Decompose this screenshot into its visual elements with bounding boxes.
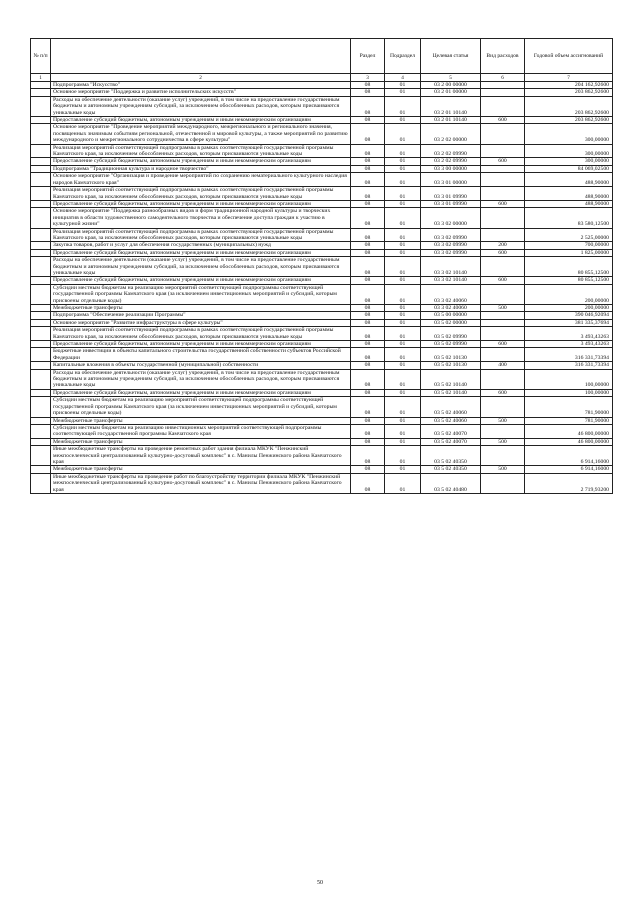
row-number [31, 466, 51, 473]
row-name: Основное мероприятие "Поддержка разнообразных видов и форм традиционной народной культуры и творческих инициатив в области художественного самодеятельного творчества и обеспечение доступа граждан к участию в культурной жизни" [51, 208, 351, 228]
row-name: Субсидии местным бюджетам на реализацию мероприятий соответствующей подпрограммы соответствующей государственной программы Камчатского края (за исключением инвестиционных мероприятий и субсидий, которым присвоены отдельные коды) [51, 284, 351, 304]
table-row [31, 277, 613, 284]
table-body [31, 82, 613, 494]
row-name: Расходы на обеспечение деятельности (оказание услуг) учреждений, в том числе на предоставление государственным бюджетным и автономным учреждениям субсидий, за исключением обособленных расходов, которым присваиваются уникальные коды [51, 96, 351, 116]
table-row [31, 208, 613, 228]
row-amount: 46 800,00000 [525, 438, 613, 445]
row-target-article: 03 2 01 00000 [421, 89, 481, 96]
row-podrazdel: 01 [385, 277, 421, 284]
table-row [31, 397, 613, 417]
row-amount: 6 914,16000 [525, 446, 613, 466]
row-name: Бюджетные инвестиции в объекты капитального строительства государственной собственности субъектов Российской Федерации [51, 348, 351, 362]
table-row [31, 319, 613, 326]
row-name: Расходы на обеспечение деятельности (оказание услуг) учреждений, в том числе на предоставление государственным бюджетным и автономным учреждениям субсидий, за исключением обособленных расходов, которым присваиваются уникальные коды [51, 369, 351, 389]
column-index: 4 [385, 74, 421, 82]
row-podrazdel: 01 [385, 438, 421, 445]
row-expense-type: 600 [481, 341, 525, 348]
row-number [31, 417, 51, 424]
row-podrazdel: 01 [385, 327, 421, 341]
table-row [31, 124, 613, 144]
row-amount: 203 862,92600 [525, 117, 613, 124]
row-number [31, 341, 51, 348]
row-expense-type: 500 [481, 466, 525, 473]
row-expense-type [481, 96, 525, 116]
row-target-article: 03 2 01 10140 [421, 96, 481, 116]
row-target-article: 03 3 02 09990 [421, 242, 481, 249]
row-target-article: 03 3 01 09990 [421, 187, 481, 201]
row-expense-type [481, 257, 525, 277]
budget-table-page [30, 38, 612, 494]
row-amount: 80 855,12500 [525, 257, 613, 277]
row-target-article: 03 5 02 10140 [421, 389, 481, 396]
row-number [31, 173, 51, 187]
row-podrazdel: 01 [385, 417, 421, 424]
row-amount: 316 331,73394 [525, 348, 613, 362]
row-podrazdel: 01 [385, 319, 421, 326]
row-number [31, 200, 51, 207]
row-number [31, 249, 51, 256]
row-amount: 381 335,37694 [525, 319, 613, 326]
row-number [31, 389, 51, 396]
row-podrazdel: 01 [385, 389, 421, 396]
row-number [31, 277, 51, 284]
row-number [31, 82, 51, 89]
row-amount: 781,90000 [525, 417, 613, 424]
row-target-article: 03 5 02 10130 [421, 362, 481, 369]
row-name: Предоставление субсидий бюджетным, автономным учреждениям и иным некоммерческим организациям [51, 200, 351, 207]
row-amount: 488,90000 [525, 187, 613, 201]
row-target-article: 03 5 02 09990 [421, 341, 481, 348]
row-name: Иные межбюджетные трансферты на проведение ремонтных работ здания филиала МКУК "Пенжинский межпоселенческий централизованный культурно-досуговый комплекс" в с. Манилы Пенжинского района Камчатского края [51, 446, 351, 466]
row-razdel: 08 [351, 438, 385, 445]
row-razdel: 08 [351, 89, 385, 96]
row-expense-type [481, 369, 525, 389]
row-target-article: 03 3 02 10140 [421, 277, 481, 284]
header-num: № п/п [31, 39, 51, 74]
row-number [31, 348, 51, 362]
column-index: 5 [421, 74, 481, 82]
row-number [31, 158, 51, 165]
row-razdel: 08 [351, 249, 385, 256]
row-number [31, 96, 51, 116]
column-index: 2 [51, 74, 351, 82]
table-row [31, 362, 613, 369]
row-name: Межбюджетные трансферты [51, 417, 351, 424]
row-name: Основное мероприятие "Организация и проведение мероприятий по сохранению нематериального культурного наследия народов Камчатского края" [51, 173, 351, 187]
row-target-article: 03 5 02 40070 [421, 438, 481, 445]
row-name: Основное мероприятие "Поддержка и развитие исполнительских искусств" [51, 89, 351, 96]
row-podrazdel: 01 [385, 124, 421, 144]
row-name: Подпрограмма "Обеспечение реализации Программы" [51, 312, 351, 319]
row-name: Предоставление субсидий бюджетным, автономным учреждениям и иным некоммерческим организациям [51, 249, 351, 256]
row-expense-type: 600 [481, 117, 525, 124]
row-podrazdel: 01 [385, 165, 421, 172]
row-amount: 1 825,00000 [525, 249, 613, 256]
row-expense-type [481, 348, 525, 362]
row-number [31, 473, 51, 493]
row-amount: 200,00000 [525, 284, 613, 304]
row-name: Предоставление субсидий бюджетным, автономным учреждениям и иным некоммерческим организациям [51, 341, 351, 348]
row-target-article: 03 3 02 00000 [421, 208, 481, 228]
row-expense-type [481, 165, 525, 172]
row-podrazdel: 01 [385, 89, 421, 96]
row-name: Расходы на обеспечение деятельности (оказание услуг) учреждений, в том числе на предоставление государственным бюджетным и автономным учреждениям субсидий, за исключением обособленных расходов, которым присваиваются уникальные коды [51, 257, 351, 277]
row-razdel: 08 [351, 362, 385, 369]
row-number [31, 117, 51, 124]
row-number [31, 89, 51, 96]
row-expense-type [481, 124, 525, 144]
row-razdel: 08 [351, 96, 385, 116]
row-amount: 316 331,73394 [525, 362, 613, 369]
row-number [31, 165, 51, 172]
row-razdel: 08 [351, 312, 385, 319]
row-podrazdel: 01 [385, 173, 421, 187]
row-name: Основное мероприятие "Развитие инфраструктуры в сфере культуры" [51, 319, 351, 326]
row-razdel: 08 [351, 417, 385, 424]
row-amount: 390 046,92094 [525, 312, 613, 319]
row-expense-type: 500 [481, 438, 525, 445]
row-razdel: 08 [351, 144, 385, 158]
row-name: Предоставление субсидий бюджетным, автономным учреждениям и иным некоммерческим организациям [51, 158, 351, 165]
column-index: 3 [351, 74, 385, 82]
table-row [31, 117, 613, 124]
row-expense-type [481, 473, 525, 493]
table-row [31, 466, 613, 473]
row-target-article: 03 5 02 09990 [421, 327, 481, 341]
row-name: Субсидии местным бюджетам на реализацию инвестиционных мероприятий соответствующей подпрограммы соответствующей государственной программы Камчатского края [51, 424, 351, 438]
row-expense-type [481, 312, 525, 319]
row-number [31, 144, 51, 158]
row-amount: 83 580,12500 [525, 208, 613, 228]
table-row [31, 284, 613, 304]
table-row [31, 173, 613, 187]
row-razdel: 08 [351, 466, 385, 473]
row-podrazdel: 01 [385, 117, 421, 124]
header-podrazdel: Подраздел [385, 39, 421, 74]
row-expense-type: 200 [481, 242, 525, 249]
row-name: Субсидии местным бюджетам на реализацию мероприятий соответствующей подпрограммы соответствующей государственной программы Камчатского края (за исключением инвестиционных мероприятий и субсидий, которым присвоены отдельные коды) [51, 397, 351, 417]
column-index: 6 [481, 74, 525, 82]
row-podrazdel: 01 [385, 82, 421, 89]
table-row [31, 424, 613, 438]
row-target-article: 03 3 01 09990 [421, 200, 481, 207]
row-expense-type [481, 89, 525, 96]
row-number [31, 257, 51, 277]
row-razdel: 08 [351, 208, 385, 228]
table-row [31, 348, 613, 362]
row-number [31, 319, 51, 326]
row-name: Капитальные вложения в объекты государственной (муниципальной) собственности [51, 362, 351, 369]
row-amount: 80 855,12500 [525, 277, 613, 284]
row-number [31, 124, 51, 144]
row-amount: 300,00000 [525, 158, 613, 165]
row-razdel: 08 [351, 228, 385, 242]
row-podrazdel: 01 [385, 466, 421, 473]
row-podrazdel: 01 [385, 369, 421, 389]
row-razdel: 08 [351, 165, 385, 172]
header-target-article: Целевая статья [421, 39, 481, 74]
row-target-article: 03 3 02 10140 [421, 257, 481, 277]
row-target-article: 03 3 02 09990 [421, 228, 481, 242]
table-row [31, 242, 613, 249]
row-target-article: 03 3 01 00000 [421, 173, 481, 187]
row-target-article: 03 5 02 40060 [421, 417, 481, 424]
table-row [31, 369, 613, 389]
row-expense-type [481, 82, 525, 89]
row-razdel: 08 [351, 424, 385, 438]
row-amount: 200,00000 [525, 305, 613, 312]
row-podrazdel: 01 [385, 96, 421, 116]
row-amount: 700,00000 [525, 242, 613, 249]
table-header-row [31, 39, 613, 74]
row-razdel: 08 [351, 277, 385, 284]
row-expense-type: 500 [481, 305, 525, 312]
row-amount: 300,00000 [525, 144, 613, 158]
row-target-article: 03 5 02 40350 [421, 466, 481, 473]
row-razdel: 08 [351, 158, 385, 165]
row-razdel: 08 [351, 200, 385, 207]
column-index: 1 [31, 74, 51, 82]
row-number [31, 208, 51, 228]
table-row [31, 96, 613, 116]
row-name: Межбюджетные трансферты [51, 466, 351, 473]
table-row [31, 417, 613, 424]
row-amount: 3 493,43263 [525, 341, 613, 348]
row-name: Реализация мероприятий соответствующей подпрограммы в рамках соответствующей государственной программы Камчатского края, за исключением обособленных расходов, которым присваиваются уникальные коды [51, 187, 351, 201]
row-podrazdel: 01 [385, 424, 421, 438]
row-target-article: 03 5 02 40350 [421, 446, 481, 466]
table-row [31, 305, 613, 312]
row-podrazdel: 01 [385, 348, 421, 362]
row-razdel: 08 [351, 319, 385, 326]
row-target-article: 03 5 02 10130 [421, 348, 481, 362]
column-index-row [31, 74, 613, 82]
row-number [31, 438, 51, 445]
row-name: Подпрограмма "Искусство" [51, 82, 351, 89]
row-number [31, 369, 51, 389]
table-row [31, 82, 613, 89]
row-razdel: 08 [351, 117, 385, 124]
row-razdel: 08 [351, 82, 385, 89]
row-razdel: 08 [351, 389, 385, 396]
row-expense-type: 400 [481, 362, 525, 369]
table-row [31, 473, 613, 493]
row-podrazdel: 01 [385, 362, 421, 369]
row-razdel: 08 [351, 341, 385, 348]
row-target-article: 03 3 02 40060 [421, 305, 481, 312]
row-target-article: 03 2 01 10140 [421, 117, 481, 124]
row-podrazdel: 01 [385, 257, 421, 277]
row-amount: 781,90000 [525, 397, 613, 417]
row-amount: 100,00000 [525, 369, 613, 389]
table-row [31, 165, 613, 172]
header-razdel: Раздел [351, 39, 385, 74]
row-razdel: 08 [351, 257, 385, 277]
row-target-article: 03 3 00 00000 [421, 165, 481, 172]
row-podrazdel: 01 [385, 158, 421, 165]
table-row [31, 144, 613, 158]
row-podrazdel: 01 [385, 397, 421, 417]
row-amount: 204 162,92600 [525, 82, 613, 89]
row-expense-type: 600 [481, 158, 525, 165]
row-expense-type: 600 [481, 200, 525, 207]
row-target-article: 03 5 02 40060 [421, 397, 481, 417]
row-expense-type [481, 208, 525, 228]
row-name: Предоставление субсидий бюджетным, автономным учреждениям и иным некоммерческим организациям [51, 389, 351, 396]
row-podrazdel: 01 [385, 305, 421, 312]
header-annual-amount: Годовой объем ассигнований [525, 39, 613, 74]
row-expense-type [481, 144, 525, 158]
row-expense-type [481, 397, 525, 417]
row-expense-type [481, 446, 525, 466]
row-amount: 3 493,43263 [525, 327, 613, 341]
table-row [31, 249, 613, 256]
row-razdel: 08 [351, 327, 385, 341]
row-amount: 488,90000 [525, 173, 613, 187]
row-amount: 84 069,02500 [525, 165, 613, 172]
row-podrazdel: 01 [385, 249, 421, 256]
row-target-article: 03 3 02 40060 [421, 284, 481, 304]
row-number [31, 228, 51, 242]
table-row [31, 341, 613, 348]
row-number [31, 242, 51, 249]
row-target-article: 03 2 02 09990 [421, 144, 481, 158]
table-row [31, 89, 613, 96]
row-target-article: 03 5 02 40480 [421, 473, 481, 493]
row-razdel: 08 [351, 242, 385, 249]
row-expense-type [481, 424, 525, 438]
row-number [31, 312, 51, 319]
column-index: 7 [525, 74, 613, 82]
table-row [31, 389, 613, 396]
row-name: Реализация мероприятий соответствующей подпрограммы в рамках соответствующей государственной программы Камчатского края, за исключением обособленных расходов, которым присваиваются уникальные коды [51, 327, 351, 341]
row-target-article: 03 3 02 09990 [421, 249, 481, 256]
table-row [31, 158, 613, 165]
row-target-article: 03 5 02 10140 [421, 369, 481, 389]
row-name: Закупка товаров, работ и услуг для обеспечения государственных (муниципальных) нужд [51, 242, 351, 249]
row-amount: 2 719,93200 [525, 473, 613, 493]
header-expense-type: Вид расходов [481, 39, 525, 74]
table-row [31, 312, 613, 319]
row-podrazdel: 01 [385, 187, 421, 201]
row-expense-type [481, 187, 525, 201]
row-razdel: 08 [351, 473, 385, 493]
row-amount: 488,90000 [525, 200, 613, 207]
table-row [31, 438, 613, 445]
row-number [31, 284, 51, 304]
row-podrazdel: 01 [385, 473, 421, 493]
table-row [31, 446, 613, 466]
row-amount: 46 800,00000 [525, 424, 613, 438]
table-row [31, 257, 613, 277]
row-expense-type: 600 [481, 389, 525, 396]
row-number [31, 397, 51, 417]
row-target-article: 03 5 02 00000 [421, 319, 481, 326]
row-razdel: 08 [351, 187, 385, 201]
table-row [31, 200, 613, 207]
table-row [31, 228, 613, 242]
row-razdel: 08 [351, 348, 385, 362]
row-razdel: 08 [351, 369, 385, 389]
header-name [51, 39, 351, 74]
row-name: Реализация мероприятий соответствующей подпрограммы в рамках соответствующей государственной программы Камчатского края, за исключением обособленных расходов, которым присваиваются уникальные коды [51, 228, 351, 242]
page-number: 50 [317, 880, 323, 886]
row-target-article: 03 5 00 00000 [421, 312, 481, 319]
row-podrazdel: 01 [385, 341, 421, 348]
row-expense-type: 600 [481, 249, 525, 256]
row-target-article: 03 2 00 00000 [421, 82, 481, 89]
row-podrazdel: 01 [385, 228, 421, 242]
row-amount: 203 862,92600 [525, 89, 613, 96]
row-name: Предоставление субсидий бюджетным, автономным учреждениям и иным некоммерческим организациям [51, 277, 351, 284]
row-number [31, 305, 51, 312]
row-name: Реализация мероприятий соответствующей подпрограммы в рамках соответствующей государственной программы Камчатского края, за исключением обособленных расходов, которым присваиваются уникальные коды [51, 144, 351, 158]
table-row [31, 327, 613, 341]
row-number [31, 327, 51, 341]
row-expense-type [481, 319, 525, 326]
row-amount: 300,00000 [525, 124, 613, 144]
row-podrazdel: 01 [385, 284, 421, 304]
row-podrazdel: 01 [385, 200, 421, 207]
row-expense-type: 600 [481, 277, 525, 284]
row-razdel: 08 [351, 305, 385, 312]
row-razdel: 08 [351, 446, 385, 466]
row-name: Межбюджетные трансферты [51, 305, 351, 312]
row-podrazdel: 01 [385, 242, 421, 249]
row-amount: 100,00000 [525, 389, 613, 396]
row-number [31, 424, 51, 438]
row-podrazdel: 01 [385, 446, 421, 466]
row-target-article: 03 2 02 09990 [421, 158, 481, 165]
row-name: Подпрограмма "Традиционная культура и народное творчество" [51, 165, 351, 172]
row-expense-type: 500 [481, 417, 525, 424]
row-name: Основное мероприятие "Проведение мероприятий международного, межрегионального и регионального значения, посвященных значимым событиям региональной, отечественной и мировой культуры, а также мероприятий по развитию международного и межрегионального сотрудничества в сфере культуры" [51, 124, 351, 144]
row-podrazdel: 01 [385, 312, 421, 319]
row-name: Иные межбюджетные трансферты на проведение работ по благоустройству территории филиала МКУК "Пенжинский межпоселенческий централизованный культурно-досуговый комплекс" в с. Манилы Пенжинского района Камчатского края [51, 473, 351, 493]
row-expense-type [481, 327, 525, 341]
row-razdel: 08 [351, 124, 385, 144]
row-amount: 6 914,16000 [525, 466, 613, 473]
budget-table [30, 38, 613, 494]
row-razdel: 08 [351, 397, 385, 417]
row-razdel: 08 [351, 173, 385, 187]
row-target-article: 03 2 02 00000 [421, 124, 481, 144]
row-podrazdel: 01 [385, 144, 421, 158]
row-razdel: 08 [351, 284, 385, 304]
row-target-article: 03 5 02 40070 [421, 424, 481, 438]
row-expense-type [481, 228, 525, 242]
row-podrazdel: 01 [385, 208, 421, 228]
row-expense-type [481, 173, 525, 187]
row-expense-type [481, 284, 525, 304]
row-number [31, 362, 51, 369]
row-name: Межбюджетные трансферты [51, 438, 351, 445]
row-number [31, 446, 51, 466]
row-name: Предоставление субсидий бюджетным, автономным учреждениям и иным некоммерческим организациям [51, 117, 351, 124]
row-amount: 203 862,92600 [525, 96, 613, 116]
row-amount: 2 525,00000 [525, 228, 613, 242]
row-number [31, 187, 51, 201]
table-row [31, 187, 613, 201]
